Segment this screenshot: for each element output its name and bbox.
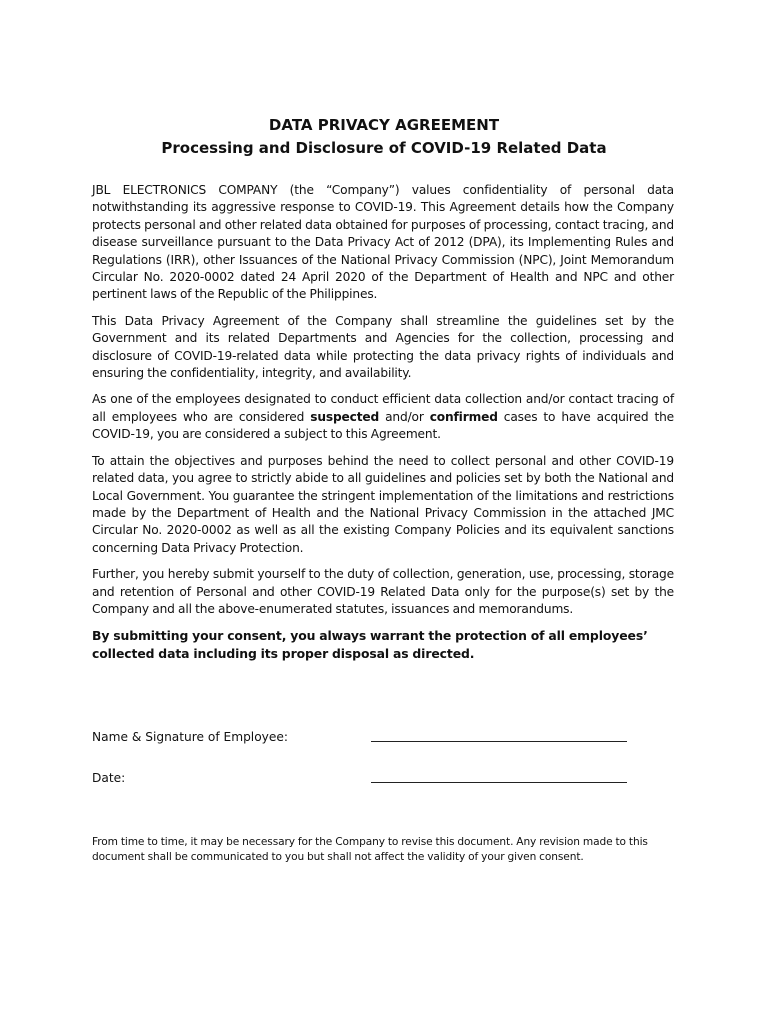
paragraph-intro: JBL ELECTRONICS COMPANY (the “Company”) values confidentiality of personal data notwithstanding its aggressive response to COVID-19. This Agreement details how the Company protects personal and other related data obtained for purposes of processing, contact tracing, and disease surveillance pursuant to the Data Privacy Act of 2012 (DPA), its Implementing Rules and Regulations (IRR), other Issuances of the National Privacy Commission (NPC), Joint Memorandum Circular No. 2020-0002 dated 24 April 2020 of the Department of Health and NPC and other pertinent laws of the Republic of the Philippines. (92, 183, 675, 302)
paragraph-subject-part1: As one of the employees designated to conduct efficient data collection and/or contact tracing of all employees who are considered (92, 392, 674, 424)
paragraph-subject-part3: cases to have acquired the COVID-19, you are considered a subject to this Agreement. (92, 409, 674, 442)
document-subtitle: Processing and Disclosure of COVID-19 Related Data (161, 139, 607, 157)
paragraph-subject (92, 391, 674, 443)
term-confirmed: confirmed (429, 409, 498, 424)
date-label: Date: (92, 771, 126, 785)
signature-row-date (92, 768, 632, 788)
name-signature-label: Name & Signature of Employee: (92, 730, 288, 744)
paragraph-objectives: To attain the objectives and purposes behind the need to collect personal and other COVID-19 related data, you agree to strictly abide to all guidelines and policies set by both the National and Local Government. You guarantee the stringent implementation of the limitations and restrictions made by the Department of Health and the National Privacy Commission in the attached JMC Circular No. 2020-0002 as well as all the existing Company Policies and its equivalent sanctions concerning Data Privacy Protection. (92, 453, 674, 555)
paragraph-duty: Further, you hereby submit yourself to the duty of collection, generation, use, processing, storage and retention of Personal and other COVID-19 Related Data only for the purpose(s) set by the Company and all the above-enumerated statutes, issuances and memorandums. (92, 567, 674, 616)
paragraph-consent: By submitting your consent, you always warrant the protection of all employees’ collected data including its proper disposal as directed. (92, 628, 648, 661)
document-title: DATA PRIVACY AGREEMENT (268, 116, 500, 134)
revision-note: From time to time, it may be necessary for the Company to revise this document. Any revision made to this document shall be communicated to you but shall not affect the validity of your given consent. (92, 836, 648, 863)
agreement-body (92, 182, 674, 671)
name-signature-line[interactable] (371, 741, 627, 742)
paragraph-guidelines: This Data Privacy Agreement of the Company shall streamline the guidelines set by the Government and its related Departments and Agencies for the collection, processing and disclosure of COVID-19-related data while protecting the data privacy rights of individuals and ensuring the confidentiality, integrity, and availability. (92, 313, 674, 381)
term-suspected: suspected (310, 409, 380, 424)
title-block (0, 114, 768, 160)
date-line[interactable] (371, 782, 627, 783)
signature-row-name (92, 727, 632, 747)
paragraph-subject-part2: and/or (379, 409, 430, 424)
